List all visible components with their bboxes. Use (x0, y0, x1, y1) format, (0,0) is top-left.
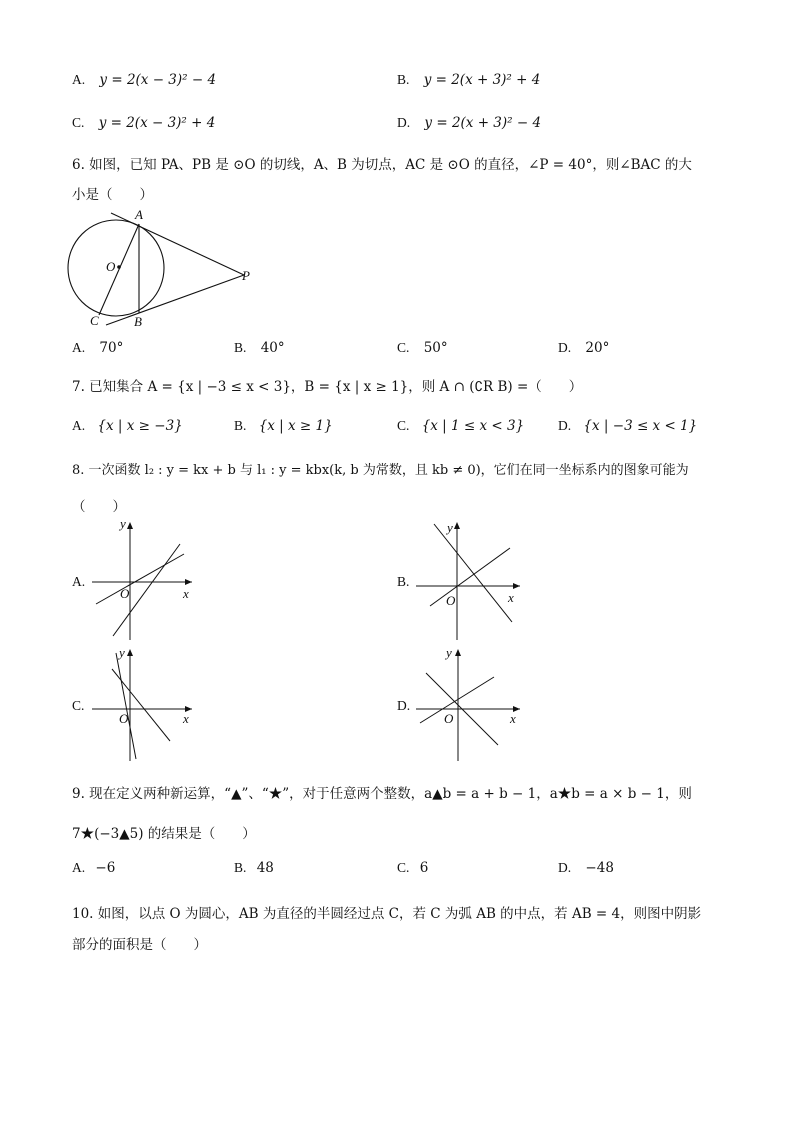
q7-option-b (234, 418, 333, 434)
q8-option-d-label: D. (397, 698, 411, 713)
origin-label: O (446, 593, 456, 608)
option-label: C. (397, 418, 410, 433)
q10-stem-line2: 部分的面积是（ ） (72, 937, 207, 953)
option-text: 50° (423, 340, 448, 356)
q6-option-c (397, 340, 448, 356)
line-1 (116, 653, 136, 759)
option-text: −6 (95, 860, 116, 876)
label-c: C (90, 313, 99, 328)
q8-option-c-label: C. (72, 698, 85, 713)
option-label: A. (72, 340, 86, 355)
label-o: O (106, 259, 116, 274)
option-expression: y = 2(x + 3)² + 4 (423, 72, 541, 88)
tangent-pb (106, 275, 244, 325)
x-axis-label: x (183, 586, 189, 601)
q8-graph-c (88, 645, 198, 765)
label-p: P (242, 268, 250, 283)
label-b: B (134, 314, 142, 329)
origin-label: O (444, 711, 454, 726)
q8-stem: 8. 一次函数 l₂ : y = kx + b 与 l₁ : y = kbx(k, b 为常数，且 kb ≠ 0)，它们在同一坐标系内的图象可能为 (72, 463, 689, 478)
q8-paren: （ ） (72, 499, 126, 515)
option-label: D. (558, 340, 572, 355)
q8-option-a-label: A. (72, 574, 86, 589)
q6-stem-line2: 小是（ ） (72, 187, 153, 203)
q6-option-b (234, 340, 285, 356)
q5-option-a (72, 72, 216, 88)
q10-stem-line1: 10. 如图，以点 O 为圆心，AB 为直径的半圆经过点 C，若 C 为弧 AB 的中点，若 AB = 4，则图中阴影 (72, 906, 702, 922)
option-text: 20° (585, 340, 610, 356)
q9-option-d (558, 860, 614, 876)
x-axis-label: x (508, 590, 514, 605)
q9-option-c (397, 860, 428, 876)
q8-graph-d (412, 645, 527, 765)
q8-option-b-label: B. (397, 574, 410, 589)
line-1 (96, 554, 184, 604)
q7-option-c (397, 418, 524, 434)
option-label: B. (234, 340, 247, 355)
origin-label: O (119, 711, 129, 726)
option-label: B. (397, 72, 410, 87)
q8-graph-b (412, 518, 527, 643)
option-text: {x | 1 ≤ x < 3} (421, 418, 525, 434)
q9-stem: 9. 现在定义两种新运算，“▲”、“★”，对于任意两个整数，a▲b = a + b − 1，a★b = a × b − 1，则 (72, 786, 692, 802)
option-expression: y = 2(x + 3)² − 4 (424, 115, 542, 131)
option-label: A. (72, 418, 86, 433)
y-axis-label: y (119, 645, 125, 660)
q9-option-a (72, 860, 115, 876)
origin-label: O (120, 586, 130, 601)
q7-stem: 7. 已知集合 A = {x | −3 ≤ x < 3}，B = {x | x ≥ 1}，则 A ∩ (∁R B) =（ ） (72, 379, 583, 395)
q5-option-d (397, 115, 541, 131)
tangent-pa (111, 213, 244, 275)
line-2 (112, 669, 170, 741)
q9-option-b (234, 860, 274, 876)
q6-option-a (72, 340, 123, 356)
y-axis-label: y (447, 520, 453, 535)
q6-circle-tangent-figure (66, 205, 266, 330)
q5-option-b (397, 72, 540, 88)
q6-option-d (558, 340, 609, 356)
q8-graph-a (88, 518, 198, 643)
center-point (117, 265, 121, 269)
option-expression: y = 2(x − 3)² + 4 (98, 115, 216, 131)
y-axis-label: y (446, 645, 452, 660)
option-label: A. (72, 860, 86, 875)
option-text: 48 (256, 860, 274, 876)
option-label: C. (397, 860, 410, 875)
q6-stem-line1: 6. 如图，已知 PA、PB 是 ⊙O 的切线，A、B 为切点，AC 是 ⊙O 的直径，∠P = 40°，则∠BAC 的大 (72, 157, 692, 173)
option-label: D. (558, 418, 572, 433)
option-label: D. (558, 860, 572, 875)
circle-o (68, 220, 164, 316)
label-a: A (135, 207, 143, 222)
option-text: {x | x ≥ 1} (258, 418, 333, 434)
q7-option-d (558, 418, 697, 434)
option-label: C. (397, 340, 410, 355)
option-text: 6 (419, 860, 429, 876)
q7-option-a (72, 418, 183, 434)
option-expression: y = 2(x − 3)² − 4 (99, 72, 217, 88)
option-label: B. (234, 860, 247, 875)
option-text: −48 (585, 860, 614, 876)
option-label: B. (234, 418, 247, 433)
option-text: 70° (99, 340, 124, 356)
x-axis-label: x (510, 711, 516, 726)
line-2 (420, 677, 494, 723)
line-2 (430, 548, 510, 606)
option-text: {x | x ≥ −3} (97, 418, 183, 434)
option-label: D. (397, 115, 411, 130)
y-axis-label: y (120, 518, 126, 531)
option-label: A. (72, 72, 86, 87)
option-label: C. (72, 115, 85, 130)
q5-option-c (72, 115, 215, 131)
x-axis-label: x (183, 711, 189, 726)
option-text: {x | −3 ≤ x < 1} (583, 418, 698, 434)
diameter-ac (99, 224, 139, 315)
q9-expression: 7★(−3▲5) 的结果是（ ） (72, 826, 256, 842)
option-text: 40° (260, 340, 285, 356)
